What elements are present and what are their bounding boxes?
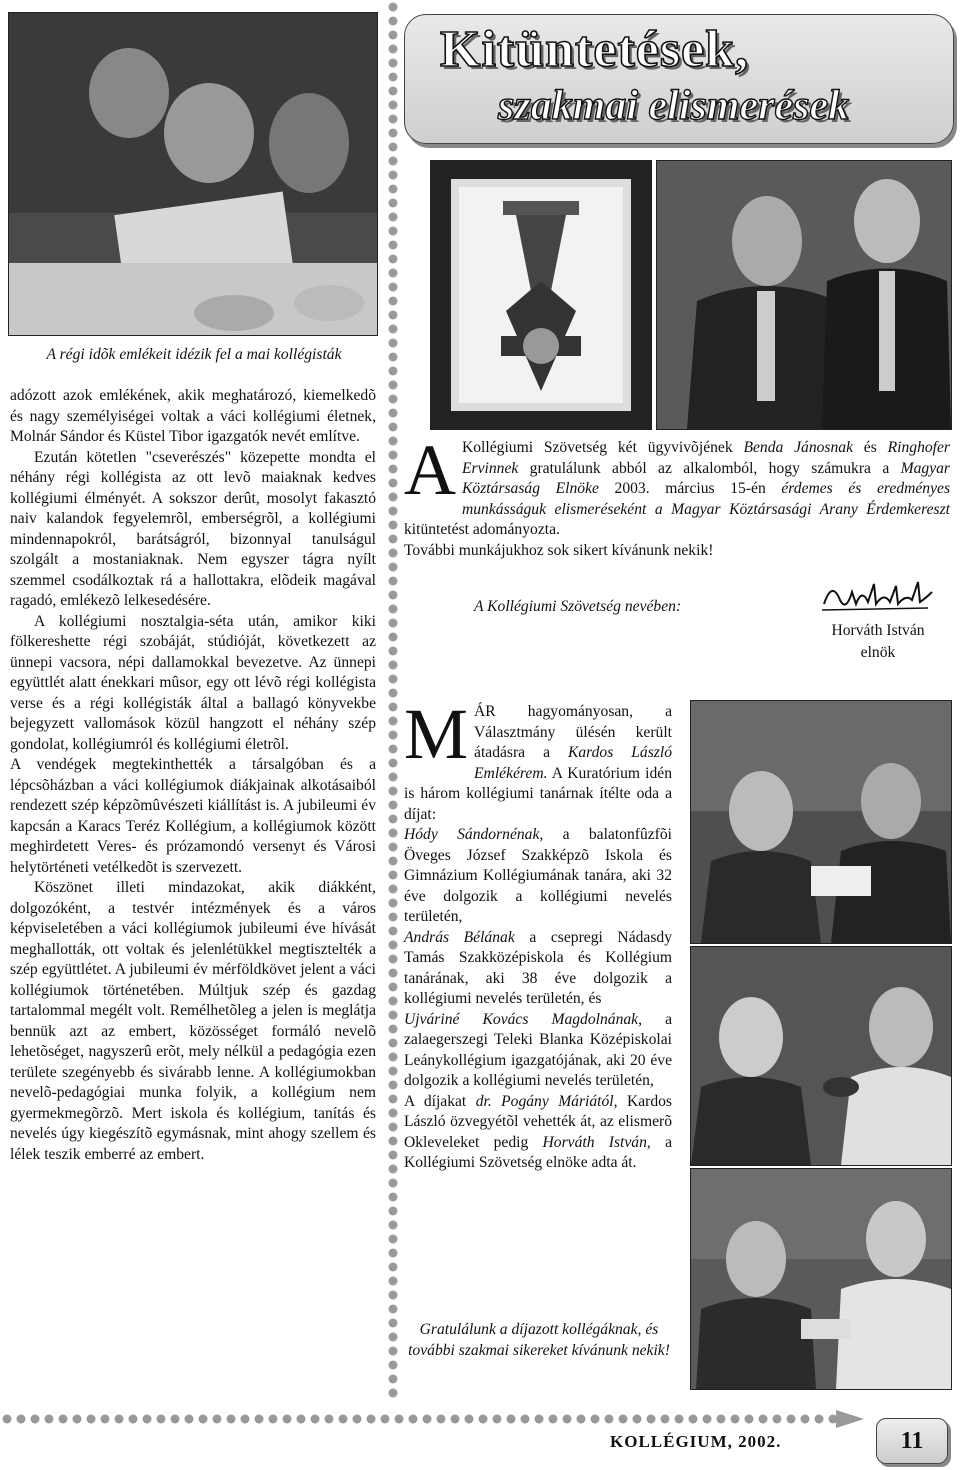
recipient-3 (404, 1010, 672, 1092)
divider-dot (389, 73, 398, 82)
divider-dot (389, 1361, 398, 1370)
divider-dot (389, 157, 398, 166)
article1-text: 2003. március 15-én (598, 480, 782, 497)
article1-text: Kollégiumi Szövetség két ügyvivõjének (462, 439, 744, 456)
article1-name: Benda Jánosnak (743, 439, 853, 456)
divider-dot (647, 1415, 656, 1424)
divider-dot (437, 1415, 446, 1424)
divider-dot (269, 1415, 278, 1424)
divider-dot (297, 1415, 306, 1424)
divider-arrow-icon (836, 1410, 864, 1428)
page-subtitle: szakmai elismerések (498, 83, 850, 129)
divider-dot (389, 199, 398, 208)
divider-dot (45, 1415, 54, 1424)
divider-dot (389, 1109, 398, 1118)
recipient-text: a zalaegerszegi Teleki Blanka Középiskolai Leánykollégium igazgatójának, aki 20 éve dolgozik a kollégiumi nevelés területén, (404, 1010, 672, 1089)
recipient-text: a csepregi Nádasdy Tamás Szakközépiskola és Kollégium tanárának, aki 38 éve dolgozik a kollégiumi nevelés területén, és (404, 928, 672, 1007)
divider-dot (185, 1415, 194, 1424)
divider-dot (353, 1415, 362, 1424)
divider-dot (389, 605, 398, 614)
divider-dot (507, 1415, 516, 1424)
page-number: 11 (876, 1418, 948, 1464)
divider-dot (409, 1415, 418, 1424)
divider-dot (389, 101, 398, 110)
article1-name: Ringhofer Ervinnek (462, 439, 950, 477)
divider-dot (241, 1415, 250, 1424)
divider-dot (389, 815, 398, 824)
divider-dot (311, 1415, 320, 1424)
divider-dot (389, 339, 398, 348)
divider-dot (17, 1415, 26, 1424)
divider-dot (787, 1415, 796, 1424)
divider-dot (389, 787, 398, 796)
divider-dot (389, 913, 398, 922)
divider-dot (389, 983, 398, 992)
divider-dot (389, 689, 398, 698)
divider-dot (389, 1095, 398, 1104)
divider-dot (549, 1415, 558, 1424)
divider-dot (389, 1067, 398, 1076)
divider-dot (731, 1415, 740, 1424)
recipient-name: András Bélának (404, 928, 515, 946)
divider-dot (87, 1415, 96, 1424)
divider-dot (389, 521, 398, 530)
divider-dot (389, 3, 398, 12)
divider-dot (389, 255, 398, 264)
divider-dot (389, 213, 398, 222)
divider-dot (59, 1415, 68, 1424)
divider-dot (389, 367, 398, 376)
divider-dot (129, 1415, 138, 1424)
divider-dot (479, 1415, 488, 1424)
divider-dot (389, 45, 398, 54)
left-paragraph: Ezután kötetlen "cseverészés" közepette mondta el néhány régi kollégista az ott levõ maiaknak kedves kollégiumi élményét. A sokszor derût, mosolyt fakasztó naiv kalandok fegyelemrõl, emberségrõl, a kollégiumi mindennapokról, barátságról, bizonnyal tanulságul szolgált a mostaniaknak. Nem egyszer tágra nyílt szemmel csodálkoztak rá a hallottakra, elõdeik magával ragadó, emlékezõ lelkesedésére. (10, 448, 376, 609)
divider-dot (389, 423, 398, 432)
divider-dot (389, 997, 398, 1006)
divider-dot (389, 409, 398, 418)
divider-dot (389, 1137, 398, 1146)
divider-dot (389, 927, 398, 936)
recipient-1 (404, 825, 672, 928)
divider-dot (563, 1415, 572, 1424)
closing-congratulation: Gratulálunk a díjazott kollégáknak, és további szakmai sikereket kívánunk nekik! (408, 1321, 670, 1359)
divider-dot (535, 1415, 544, 1424)
divider-dot (389, 1193, 398, 1202)
divider-dot (801, 1415, 810, 1424)
divider-dot (389, 31, 398, 40)
divider-dot (171, 1415, 180, 1424)
divider-dot (423, 1415, 432, 1424)
article-kardos-award (404, 694, 673, 1174)
left-paragraph: A vendégek megtekinthették a társalgóban és a lépcsõházban a váci kollégiumok diákjainak alkotásaiból rendezett szép képzõmûvészeti kiállítást is. A jubileumi év kapcsán a Karacs Teréz Kollégium, a kollégiumok között meghirdetett Veres- és prózamondó versenyt és Városi helytörténeti vetélkedõt is szervezett. (10, 756, 376, 876)
horizontal-dot-divider (0, 1412, 840, 1426)
divider-dot (759, 1415, 768, 1424)
divider-dot (389, 1263, 398, 1272)
photo-caption: A régi idõk emlékeit idézik fel a mai kollégisták (46, 346, 342, 363)
divider-dot (199, 1415, 208, 1424)
left-paragraph: A kollégiumi nosztalgia-séta után, amikor kiki fölkereshette régi szobáját, stúdióját, következett az ünnepi vacsora, népi dallamokkal bevezetve. Az ünnepi együttlét alatt énekkari mûsor, egy ott lévõ régi kollégista verse és a régi kollégisták által a ballagó könyvekbe bejegyzett vallomások közül hangzott el néhány szép gondolat, kollégiumról és kollégiumi életrõl. (10, 612, 376, 753)
divider-dot (389, 227, 398, 236)
divider-dot (389, 381, 398, 390)
photo-two-award-recipients (656, 160, 952, 430)
divider-dot (115, 1415, 124, 1424)
divider-dot (389, 857, 398, 866)
divider-dot (389, 1123, 398, 1132)
divider-dot (389, 731, 398, 740)
divider-dot (389, 1053, 398, 1062)
divider-dot (157, 1415, 166, 1424)
divider-dot (389, 395, 398, 404)
divider-dot (389, 899, 398, 908)
magazine-footer: KOLLÉGIUM, 2002. (610, 1432, 782, 1451)
divider-dot (389, 661, 398, 670)
divider-dot (389, 633, 398, 642)
divider-dot (389, 535, 398, 544)
divider-dot (389, 297, 398, 306)
divider-dot (389, 1389, 398, 1398)
divider-dot (389, 717, 398, 726)
divider-dot (389, 955, 398, 964)
divider-dot (389, 647, 398, 656)
divider-dot (389, 1333, 398, 1342)
divider-dot (389, 1291, 398, 1300)
divider-dot (389, 269, 398, 278)
divider-dot (619, 1415, 628, 1424)
recipient-name: Hódy Sándornénak, (404, 826, 544, 843)
divider-dot (389, 1235, 398, 1244)
divider-dot (493, 1415, 502, 1424)
recipient-text: a balatonfûzfõi Öveges József Szakképzõ Iskola és Gimnázium Kollégiumának tanára, aki 32 éve dolgozik a kollégiumi nevelés területén, (404, 826, 673, 925)
divider-dot (451, 1415, 460, 1424)
divider-dot (675, 1415, 684, 1424)
dropcap: A (404, 430, 456, 510)
divider-dot (389, 1375, 398, 1384)
divider-dot (255, 1415, 264, 1424)
photo-old-students-looking-at-album (8, 12, 378, 336)
giver-text: A díjakat (404, 1092, 476, 1110)
left-column-text (10, 386, 376, 1165)
divider-dot (213, 1415, 222, 1424)
divider-dot (521, 1415, 530, 1424)
giver-text: Kardos László özvegyétõl vehették át, az elismerõ Okleveleket pedig (404, 1092, 673, 1151)
divider-dot (389, 283, 398, 292)
divider-dot (31, 1415, 40, 1424)
giver-name: dr. Pogány Máriától, (475, 1092, 618, 1110)
divider-dot (143, 1415, 152, 1424)
divider-dot (325, 1415, 334, 1424)
photo-medal-cross (430, 160, 652, 430)
divider-dot (689, 1415, 698, 1424)
article1-text: kitüntetést adományozta. (404, 521, 560, 538)
left-paragraph: Köszönet illeti mindazokat, akik diákként, dolgozóként, a testvér intézmények és a város képviseletében a váci kollégiumok jubileumi éve hívását meghallották, ott voltak és jelenlétükkel megtisztelték a szép együttlétet. A jubileumi év mérföldkövet jelent a váci kollégiumok történetében. Múltjuk szép és gazdag tartalommal megélt volt. Remélhetõleg a jelen is meglátja bennük azt az embert, közösséget formáló nevelõ lehetõséget, nagyszerû erõt, mely nélkül a pedagógia ezen területe szegényebb és sivárabb lenne. A kollégiumokban nevelõ-pedagógiai munka folyik, a kollégium nem gyermekmegõrzõ. Mert iskola és kollégium, tanítás és nevelés úgy kiegészítõ egymásnak, mint ahogy szellem és lélek teszik emberré az embert. (10, 879, 376, 1163)
divider-dot (389, 885, 398, 894)
divider-dot (389, 1165, 398, 1174)
article2-text: A Kuratórium idén is három kollégiumi tanárnak ítélte oda a díjat: (404, 764, 672, 823)
signature (818, 574, 936, 620)
divider-dot (389, 843, 398, 852)
giver-name: Horváth István, (542, 1133, 651, 1151)
divider-dot (389, 185, 398, 194)
divider-dot (661, 1415, 670, 1424)
photo-award-handover-2 (690, 946, 952, 1166)
divider-dot (389, 969, 398, 978)
page-title: Kitüntetések, (440, 21, 750, 78)
divider-dot (389, 773, 398, 782)
photo-award-handover-3 (690, 1168, 952, 1390)
on-behalf-label: A Kollégiumi Szövetség nevében: (474, 598, 682, 615)
divider-dot (389, 87, 398, 96)
divider-dot (339, 1415, 348, 1424)
divider-dot (465, 1415, 474, 1424)
divider-dot (605, 1415, 614, 1424)
vertical-dot-divider (386, 0, 400, 1400)
article1-text: és (853, 439, 888, 456)
divider-dot (389, 325, 398, 334)
article-gold-cross (404, 430, 951, 561)
divider-dot (773, 1415, 782, 1424)
divider-dot (389, 941, 398, 950)
divider-dot (703, 1415, 712, 1424)
divider-dot (389, 591, 398, 600)
divider-dot (389, 479, 398, 488)
divider-dot (389, 1347, 398, 1356)
divider-dot (367, 1415, 376, 1424)
divider-dot (3, 1415, 12, 1424)
divider-dot (591, 1415, 600, 1424)
divider-dot (101, 1415, 110, 1424)
divider-dot (73, 1415, 82, 1424)
divider-dot (389, 143, 398, 152)
divider-dot (389, 1249, 398, 1258)
divider-dot (389, 1039, 398, 1048)
divider-dot (389, 465, 398, 474)
divider-dot (395, 1415, 404, 1424)
divider-dot (381, 1415, 390, 1424)
award-givers (404, 1092, 672, 1174)
signer-name: Horváth István (831, 622, 925, 639)
article2-award: Kardos László Emlékérem. (474, 744, 672, 782)
divider-dot (389, 759, 398, 768)
divider-dot (389, 1081, 398, 1090)
divider-dot (815, 1415, 824, 1424)
divider-dot (389, 549, 398, 558)
divider-dot (389, 59, 398, 68)
divider-dot (389, 171, 398, 180)
divider-dot (389, 1151, 398, 1160)
divider-dot (389, 493, 398, 502)
divider-dot (633, 1415, 642, 1424)
signer-title: elnök (860, 644, 896, 661)
divider-dot (389, 1011, 398, 1020)
divider-dot (389, 1207, 398, 1216)
divider-dot (389, 1221, 398, 1230)
divider-dot (389, 507, 398, 516)
divider-dot (227, 1415, 236, 1424)
divider-dot (389, 619, 398, 628)
divider-dot (389, 1305, 398, 1314)
divider-dot (389, 745, 398, 754)
dropcap: M (404, 694, 469, 774)
divider-dot (389, 703, 398, 712)
divider-dot (389, 437, 398, 446)
article1-wish: További munkájukhoz sok sikert kívánunk nekik! (404, 541, 714, 559)
divider-dot (389, 563, 398, 572)
divider-dot (389, 829, 398, 838)
photo-award-handover-1 (690, 700, 952, 944)
article1-award: érdemes és eredményes munkásságuk elismeréseként a Magyar Köztársasági Arany Érdemkereszt (462, 480, 951, 518)
divider-dot (389, 1319, 398, 1328)
divider-dot (745, 1415, 754, 1424)
divider-dot (717, 1415, 726, 1424)
divider-dot (577, 1415, 586, 1424)
left-paragraph: adózott azok emlékének, akik meghatározó, kiemelkedõ és nagy személyiségei voltak a váci kollégiumi életnek, Molnár Sándor és Küstel Tibor igazgatók nevét említve. (10, 387, 376, 445)
article1-text: gratulálunk abból az alkalomból, hogy számukra a (518, 459, 901, 477)
divider-dot (389, 871, 398, 880)
divider-dot (389, 1277, 398, 1286)
divider-dot (389, 353, 398, 362)
recipient-2 (404, 928, 672, 1010)
divider-dot (389, 1179, 398, 1188)
article2-text: ÁR hagyományosan, a Választmány ülésén került átadásra a (474, 703, 672, 761)
divider-dot (389, 1025, 398, 1034)
recipient-name: Ujváriné Kovács Magdolnának, (404, 1010, 642, 1028)
giver-text: a Kollégiumi Szövetség elnöke adta át. (404, 1133, 672, 1171)
divider-dot (389, 675, 398, 684)
article1-president: Magyar Köztársaság Elnöke (462, 459, 950, 497)
divider-dot (389, 801, 398, 810)
divider-dot (389, 311, 398, 320)
divider-dot (389, 577, 398, 586)
divider-dot (389, 451, 398, 460)
divider-dot (389, 115, 398, 124)
divider-dot (389, 17, 398, 26)
divider-dot (283, 1415, 292, 1424)
divider-dot (389, 129, 398, 138)
divider-dot (389, 241, 398, 250)
